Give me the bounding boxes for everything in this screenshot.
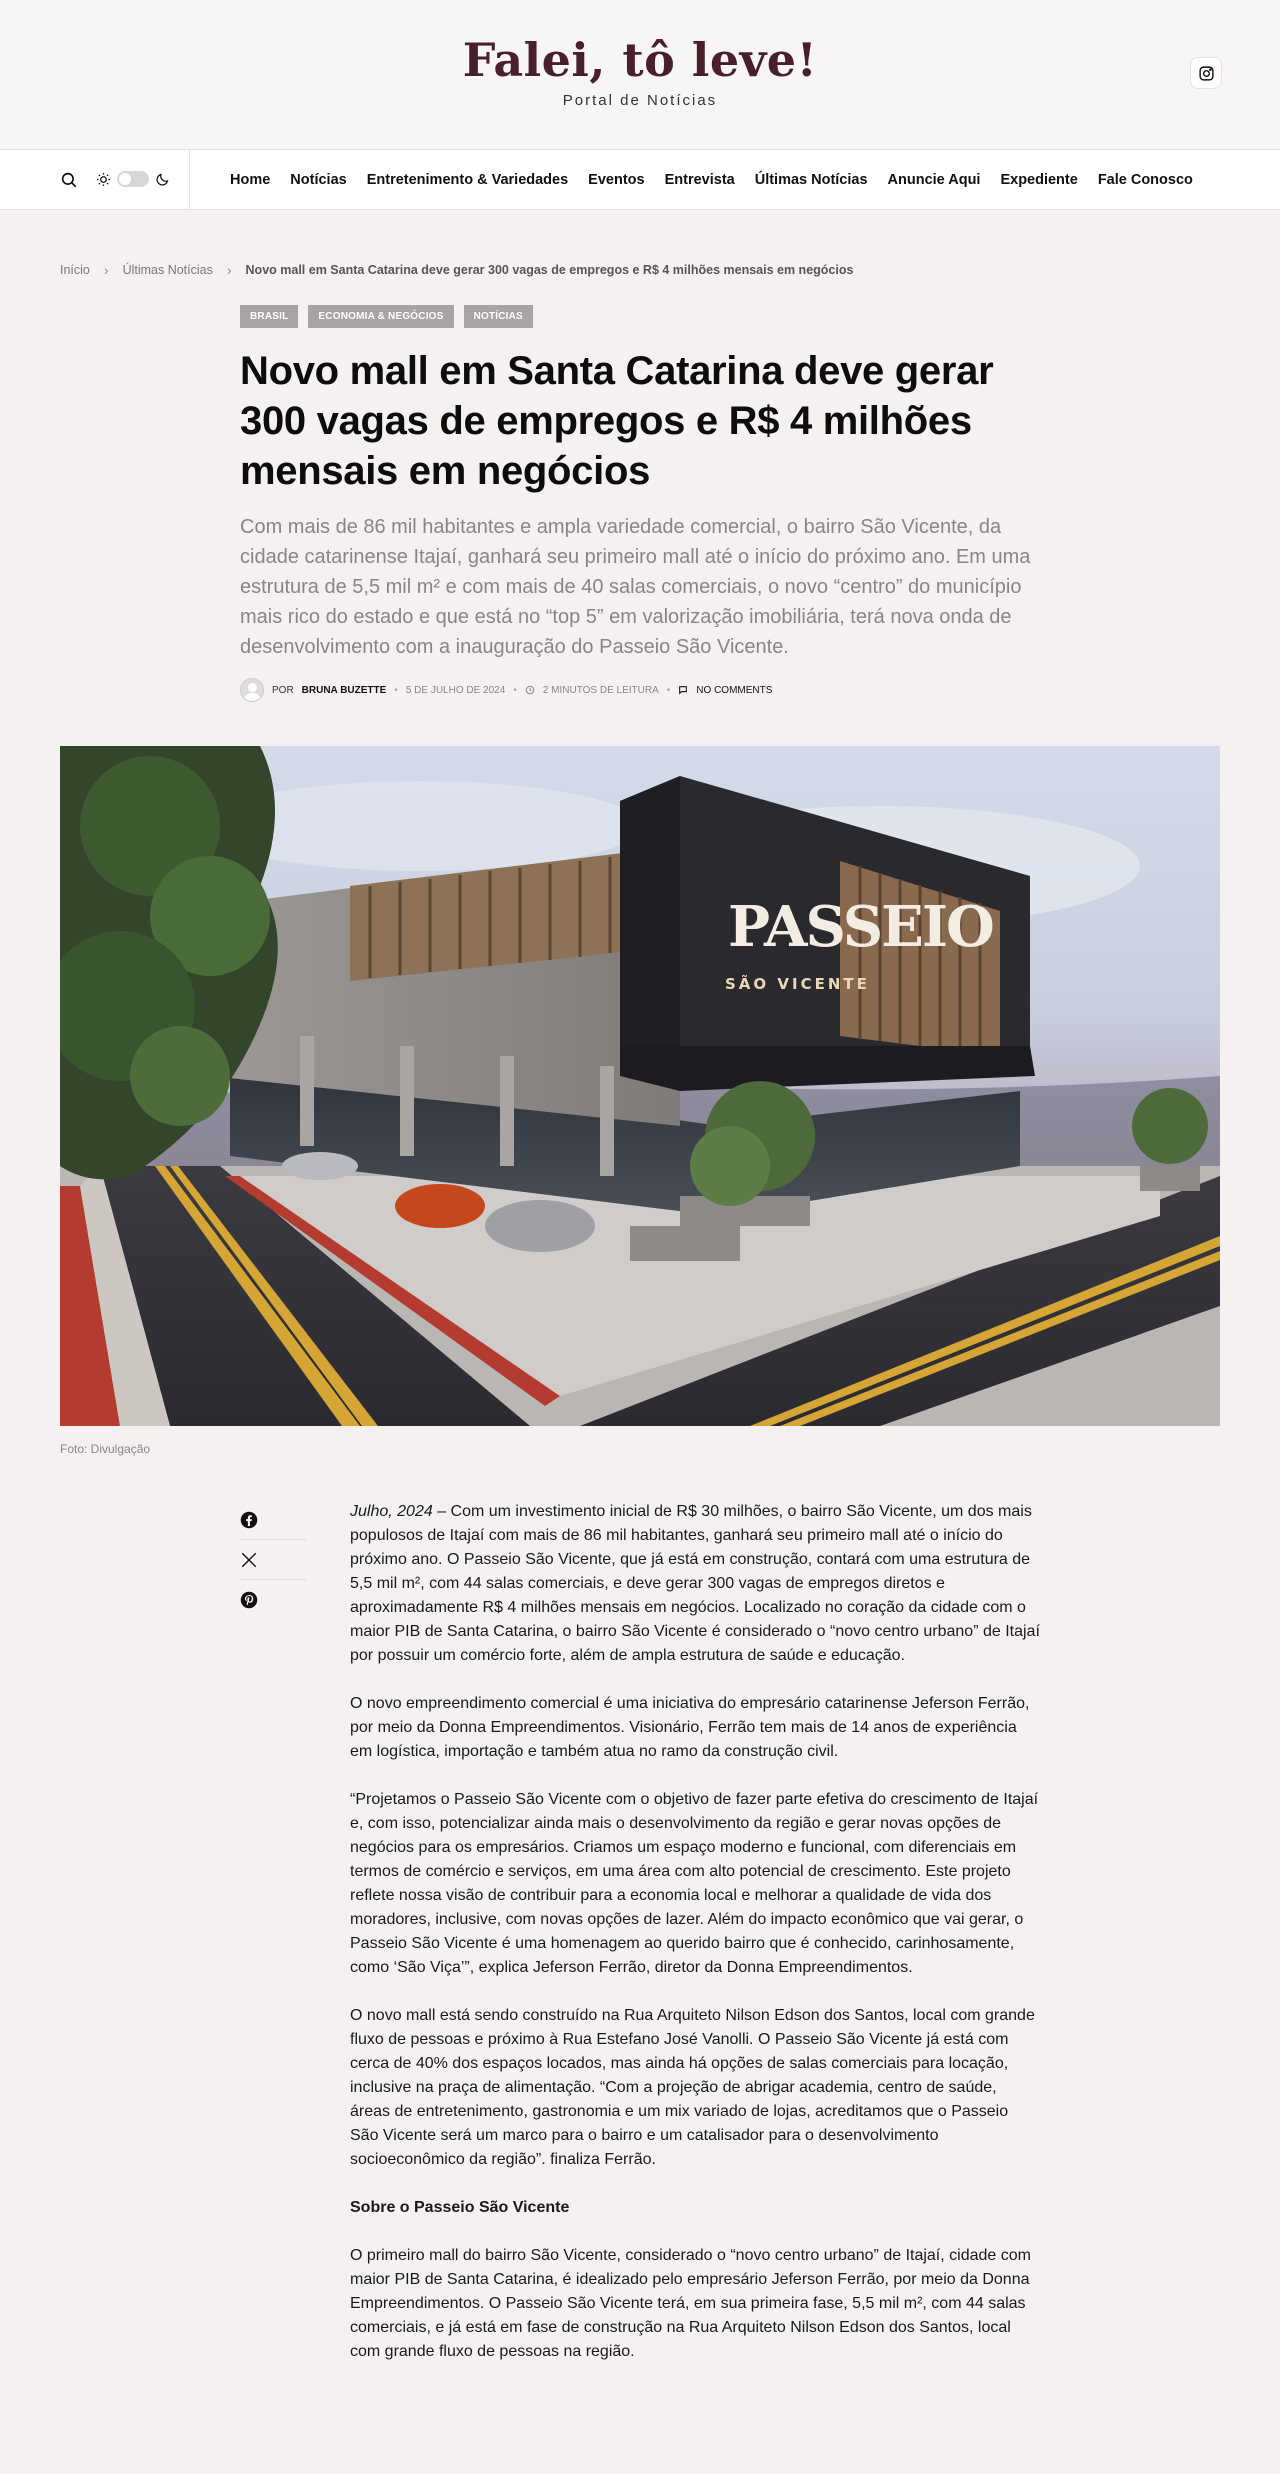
article-meta [240, 678, 772, 702]
site-title[interactable]: Falei, tô leve! [462, 33, 818, 87]
toggle-knob [119, 173, 131, 185]
article-body [350, 1500, 1040, 2388]
publish-date: 5 DE JULHO DE 2024 [405, 684, 506, 696]
author-name[interactable]: BRUNA BUZETTE [301, 684, 387, 696]
nav-tools [0, 150, 190, 210]
body-paragraph [350, 1500, 1040, 1668]
meta-separator: • [666, 684, 671, 696]
comments-link[interactable]: NO COMMENTS [696, 684, 773, 696]
image-caption: Foto: Divulgação [60, 1442, 151, 1456]
body-subheading: Sobre o Passeio São Vicente [350, 2199, 570, 2216]
site-header [0, 0, 1280, 150]
tag-economia-negocios[interactable]: ECONOMIA & NEGÓCIOS [308, 305, 453, 328]
tag-brasil[interactable]: BRASIL [240, 305, 298, 328]
breadcrumb [60, 262, 853, 278]
hero-image [60, 746, 1220, 1426]
nav-menu [230, 150, 1193, 210]
x-icon [240, 1551, 258, 1569]
chevron-right-icon: › [226, 262, 232, 278]
search-icon[interactable] [60, 171, 78, 189]
breadcrumb-current: Novo mall em Santa Catarina deve gerar 300 vagas de empregos e R$ 4 milhões mensais em negócios [245, 263, 854, 277]
instagram-button[interactable] [1190, 57, 1222, 89]
share-facebook-button[interactable] [240, 1500, 306, 1540]
facebook-icon [240, 1511, 258, 1529]
pinterest-icon [240, 1591, 258, 1609]
share-bar [240, 1500, 306, 1620]
share-x-button[interactable] [240, 1540, 306, 1580]
body-paragraph: “Projetamos o Passeio São Vicente com o objetivo de fazer parte efetiva do crescimento de Itajaí e, com isso, potencializar ainda mais o desenvolvimento da região e gerar novas opções de negócios para os empresários. Criamos um espaço moderno e funcional, com diferenciais em termos de comércio e serviços, em uma área com alto potencial de crescimento. Este projeto reflete nossa visão de contribuir para a economia local e melhorar a qualidade de vida dos moradores, inclusive, com novas opções de lazer. Além do impacto econômico que vai gerar, o Passeio São Vicente é uma homenagem ao querido bairro que é conhecido, carinhosamente, como ‘São Viça’”, explica Jeferson Ferrão, diretor da Donna Empreendimentos. [350, 1791, 1039, 1976]
tag-noticias[interactable]: NOTÍCIAS [464, 305, 533, 328]
nav-item-entretenimento[interactable]: Entretenimento & Variedades [366, 172, 569, 188]
breadcrumb-section[interactable]: Últimas Notícias [122, 263, 213, 277]
sun-icon [96, 172, 111, 187]
meta-separator: • [513, 684, 517, 696]
body-paragraph: O primeiro mall do bairro São Vicente, considerado o “novo centro urbano” de Itajaí, cidade com maior PIB de Santa Catarina, é idealizado pelo empresário Jeferson Ferrão, por meio da Donna Empreendimentos. O Passeio São Vicente terá, em sua primeira fase, 5,5 mil m², com 44 salas comerciais, e já está em fase de construção na Rua Arquiteto Nilson Edson dos Santos, local com grande fluxo de pessoas na região. [350, 2247, 1031, 2360]
site-subtitle: Portal de Notícias [562, 92, 718, 109]
read-time: 2 MINUTOS DE LEITURA [542, 684, 659, 696]
toggle-switch[interactable] [117, 171, 149, 187]
comment-icon [678, 685, 688, 695]
body-paragraph: O novo empreendimento comercial é uma iniciativa do empresário catarinense Jeferson Ferrão, por meio da Donna Empreendimentos. Visionário, Ferrão tem mais de 14 anos de experiência em logística, importação e também atua no ramo da construção civil. [350, 1695, 1030, 1760]
article-tags [240, 305, 533, 328]
chevron-right-icon: › [103, 262, 109, 278]
author-avatar[interactable] [240, 678, 264, 702]
nav-item-ultimas-noticias[interactable]: Últimas Notícias [754, 172, 868, 188]
site-brand[interactable] [0, 32, 1280, 109]
nav-item-noticias[interactable]: Notícias [290, 172, 347, 188]
moon-icon [155, 172, 170, 187]
nav-item-eventos[interactable]: Eventos [588, 172, 645, 188]
nav-item-anuncie-aqui[interactable]: Anuncie Aqui [887, 172, 981, 188]
meta-separator: • [394, 684, 398, 696]
theme-toggle[interactable] [96, 171, 170, 187]
nav-item-expediente[interactable]: Expediente [1000, 172, 1078, 188]
meta-by: POR [272, 684, 294, 696]
article-title: Novo mall em Santa Catarina deve gerar 300 vagas de empregos e R$ 4 milhões mensais em negócios [240, 349, 994, 493]
main-navbar [0, 150, 1280, 210]
clock-icon [525, 685, 535, 695]
share-pinterest-button[interactable] [240, 1580, 306, 1620]
body-dateline: Julho, 2024 [350, 1503, 433, 1520]
nav-item-fale-conosco[interactable]: Fale Conosco [1097, 172, 1193, 188]
body-paragraph-text: – Com um investimento inicial de R$ 30 milhões, o bairro São Vicente, um dos mais populosos de Itajaí com mais de 86 mil habitantes, ganhará seu primeiro mall até o início do próximo ano. O Passeio São Vicente, que já está em construção, contará com uma estrutura de 5,5 mil m², com 44 salas comerciais, e deve gerar 300 vagas de empregos diretos e aproximadamente R$ 4 milhões mensais em negócios. Localizado no coração da cidade com o maior PIB de Santa Catarina, o bairro São Vicente é considerado o “novo centro urbano” de Itajaí por possuir um comércio forte, além de ampla estrutura de saúde e educação. [350, 1503, 1040, 1664]
nav-item-home[interactable]: Home [230, 172, 271, 188]
mall-rendering [60, 746, 1220, 1426]
body-paragraph: O novo mall está sendo construído na Rua Arquiteto Nilson Edson dos Santos, local com grande fluxo de pessoas e próximo à Rua Estefano José Vanolli. O Passeio São Vicente já está com cerca de 40% dos espaços locados, mas ainda há opções de salas comerciais para locação, inclusive na praça de alimentação. “Com a projeção de abrigar academia, centro de saúde, áreas de entretenimento, gastronomia e um mix variado de lojas, acreditamos que o Passeio São Vicente será um marco para o bairro e um catalisador para o desenvolvimento socioeconômico da região”. finaliza Ferrão. [350, 2007, 1035, 2168]
hero-sign-main: PASSEIO [728, 894, 993, 960]
hero-sign-sub: SÃO VICENTE [725, 975, 870, 993]
instagram-icon [1198, 65, 1215, 82]
breadcrumb-home[interactable]: Início [60, 263, 90, 277]
nav-item-entrevista[interactable]: Entrevista [664, 172, 735, 188]
article-lede: Com mais de 86 mil habitantes e ampla variedade comercial, o bairro São Vicente, da cidade catarinense Itajaí, ganhará seu primeiro mall até o início do próximo ano. Em uma estrutura de 5,5 mil m² e com mais de 40 salas comerciais, o novo “centro” do município mais rico do estado e que está no “top 5” em valorização imobiliária, terá nova onda de desenvolvimento com a inauguração do Passeio São Vicente. [240, 516, 1031, 658]
